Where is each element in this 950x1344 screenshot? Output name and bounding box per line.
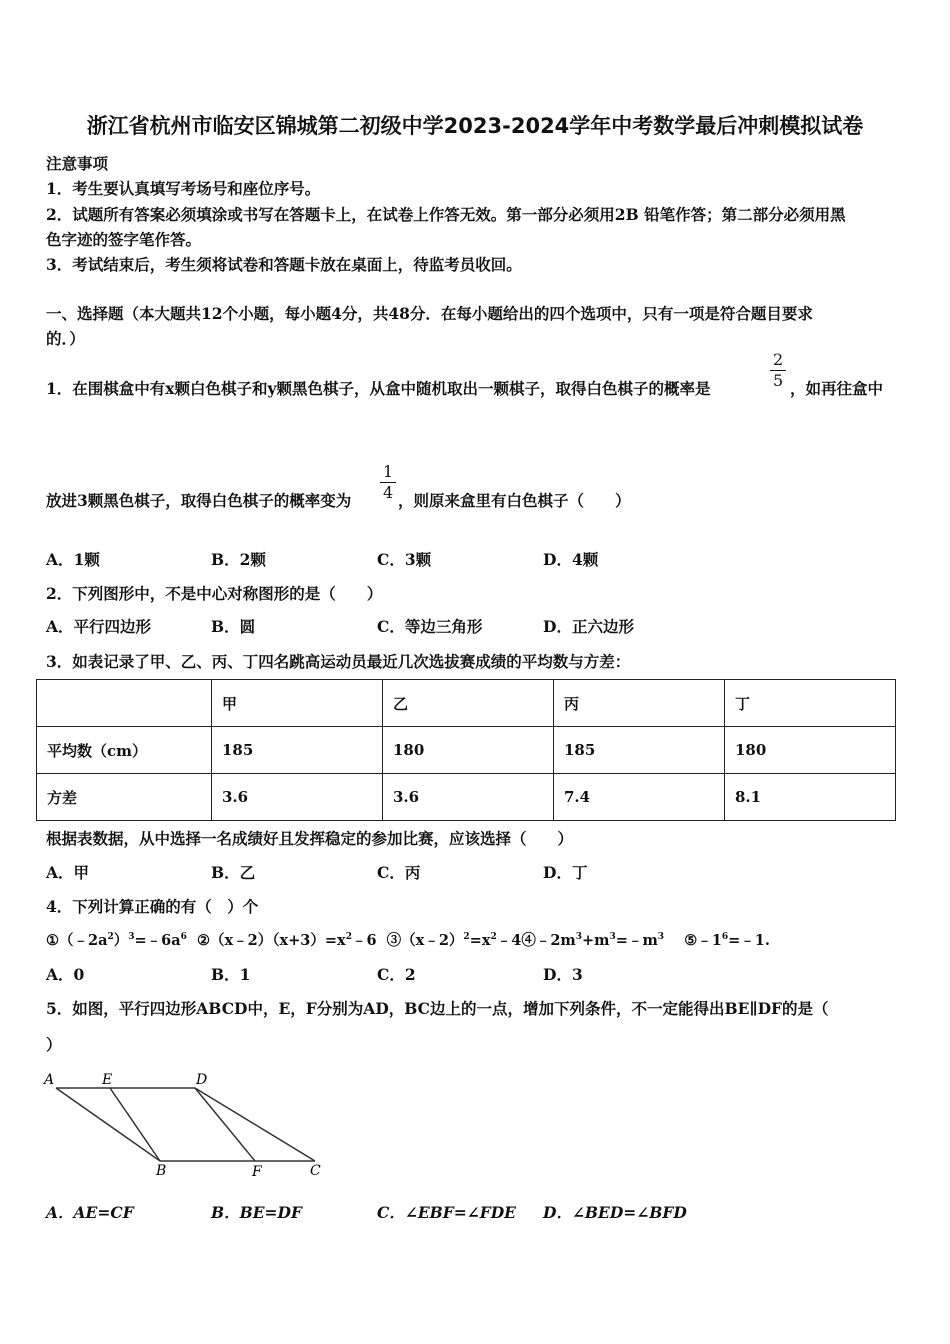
q4-expr-5: $⑤﹣1^6=﹣1$.	[684, 932, 770, 949]
table-cell: 7.4	[554, 774, 725, 821]
table-row	[37, 727, 896, 774]
q2-option-d: D．正六边形	[543, 617, 634, 636]
q2-text: 2．下列图形中，不是中心对称图形的是（ ）	[46, 584, 383, 603]
table-cell	[37, 680, 212, 727]
note-item: 2．试题所有答案必须填涂或书写在答题卡上，在试卷上作答无效。第一部分必须用2B 铅笔作答；第二部分必须用黑	[46, 205, 846, 224]
q2-option-b: B．圆	[211, 617, 256, 636]
segment-BE	[110, 1088, 160, 1161]
fraction-numerator: 1	[383, 462, 394, 481]
q4-option-b: B．1	[211, 965, 251, 984]
q3-option-c: C．丙	[377, 863, 421, 882]
q1-text-line2: 放进3颗黑色棋子，取得白色棋子的概率变为	[46, 491, 352, 510]
notes-heading: 注意事项	[46, 154, 109, 173]
q4-text: 4．下列计算正确的有（ ）个	[46, 897, 259, 916]
q1-text-cont: ，如再往盒中	[790, 379, 884, 398]
section-heading: 一、选择题（本大题共12个小题，每小题4分，共48分．在每小题给出的四个选项中，只有一项是符合题目要求	[46, 304, 813, 323]
label-b: B	[156, 1163, 167, 1179]
q4-expr-3: $③(x﹣2)^2=x^2﹣4$	[386, 932, 522, 949]
segment-DC	[195, 1088, 315, 1161]
segment-DF	[195, 1088, 255, 1161]
parallelogram-figure	[40, 1068, 340, 1183]
q5-option-b: B．BE=DF	[211, 1203, 302, 1222]
section-heading-cont: 的．）	[46, 329, 85, 348]
table-cell: 185	[212, 727, 383, 774]
q1-text-end: ，则原来盒里有白色棋子（ ）	[398, 491, 631, 510]
q1-option-c: C．3颗	[377, 550, 432, 569]
fraction-denominator: 5	[773, 371, 784, 390]
q5-option-d: D．∠BED=∠BFD	[543, 1203, 687, 1222]
q3-option-a: A．甲	[46, 863, 90, 882]
table-row	[37, 774, 896, 821]
fraction-numerator: 2	[773, 350, 784, 369]
table-cell: 180	[725, 727, 896, 774]
q5-text: 5．如图，平行四边形ABCD中，E，F分别为AD，BC边上的一点，增加下列条件，不一定能得出BE∥DF的是（	[46, 999, 829, 1018]
table-cell: 丙	[554, 680, 725, 727]
table-cell: 平均数（cm）	[37, 727, 212, 774]
label-d: D	[196, 1072, 208, 1088]
table-cell: 丁	[725, 680, 896, 727]
table-cell: 甲	[212, 680, 383, 727]
q1-option-d: D．4颗	[543, 550, 599, 569]
label-e: E	[102, 1072, 113, 1088]
table-cell: 3.6	[383, 774, 554, 821]
segment-AB	[56, 1088, 160, 1161]
q3-text: 3．如表记录了甲、乙、丙、丁四名跳高运动员最近几次选拔赛成绩的平均数与方差：	[46, 652, 631, 671]
table-cell: 185	[554, 727, 725, 774]
q1-option-b: B．2颗	[211, 550, 266, 569]
table-header-row	[37, 680, 896, 727]
note-item: 色字迹的签字笔作答。	[46, 230, 202, 249]
q4-option-c: C．2	[377, 965, 416, 984]
q2-option-c: C．等边三角形	[377, 617, 483, 636]
table-cell: 乙	[383, 680, 554, 727]
q4-expr-1: $①(﹣2a^2)^3=﹣6a^6$	[46, 932, 187, 949]
q4-expr-4: $④﹣2m^3+m^3=﹣m^3$	[521, 932, 665, 949]
page-title: 浙江省杭州市临安区锦城第二初级中学2023-2024学年中考数学最后冲刺模拟试卷	[86, 114, 864, 138]
q4-expressions	[46, 929, 770, 950]
fraction-denominator: 4	[383, 483, 394, 502]
q1-option-a: A．1颗	[46, 550, 100, 569]
q5-option-a: A．AE=CF	[46, 1203, 134, 1222]
q2-option-a: A．平行四边形	[46, 617, 152, 636]
q1-text: 1．在围棋盒中有x颗白色棋子和y颗黑色棋子，从盒中随机取出一颗棋子，取得白色棋子的概率是	[46, 379, 711, 398]
table-cell: 3.6	[212, 774, 383, 821]
q4-option-a: A．0	[46, 965, 85, 984]
label-c: C	[310, 1163, 321, 1179]
q3-option-b: B．乙	[211, 863, 256, 882]
q3-option-d: D．丁	[543, 863, 588, 882]
q5-text-cont: ）	[46, 1035, 62, 1054]
note-item: 3．考试结束后，考生须将试卷和答题卡放在桌面上，待监考员收回。	[46, 255, 522, 274]
q1-fraction-1	[770, 352, 786, 389]
note-item: 1．考生要认真填写考场号和座位序号。	[46, 179, 321, 198]
scores-table	[36, 679, 896, 821]
table-cell: 180	[383, 727, 554, 774]
table-cell: 8.1	[725, 774, 896, 821]
q1-fraction-2	[380, 464, 396, 501]
q4-expr-2: $②(x﹣2)(x+3)=x^2﹣6$	[197, 932, 377, 949]
label-a: A	[44, 1072, 55, 1088]
label-f: F	[252, 1164, 262, 1180]
table-cell: 方差	[37, 774, 212, 821]
q5-option-c: C．∠EBF=∠FDE	[377, 1203, 516, 1222]
q3-after-text: 根据表数据，从中选择一名成绩好且发挥稳定的参加比赛，应该选择（ ）	[46, 829, 574, 848]
q4-option-d: D．3	[543, 965, 583, 984]
